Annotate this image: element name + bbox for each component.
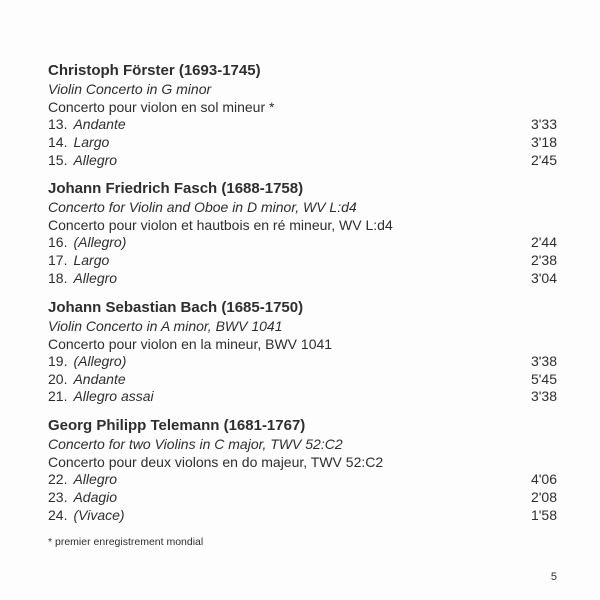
track-duration: 3'04 (530, 269, 557, 286)
track-title: Allegro (73, 151, 118, 168)
track-duration: 4'06 (530, 471, 557, 488)
work-title-french: Concerto pour violon en la mineur, BWV 1041 (48, 335, 333, 352)
composer-name: Georg Philipp Telemann (1681-1767) (48, 417, 306, 435)
track-title: Adagio (73, 488, 118, 505)
track-row (48, 234, 557, 252)
track-duration: 3'38 (530, 352, 557, 369)
track-duration: 2'44 (530, 234, 557, 251)
page-number: 5 (550, 571, 557, 583)
track-row (48, 116, 557, 134)
track-duration: 3'18 (530, 133, 557, 150)
work-title-french: Concerto pour deux violons en do majeur, TWV 52:C2 (48, 454, 384, 471)
track-number: 18. (48, 269, 68, 286)
track-row (48, 152, 557, 170)
track-title: Allegro (73, 471, 118, 488)
work-section (48, 180, 557, 287)
work-title-french: Concerto pour violon en sol mineur * (48, 99, 275, 115)
track-number: 13. (48, 116, 68, 132)
track-number: 22. (48, 471, 68, 488)
track-number: 20. (48, 370, 68, 387)
track-title: Allegro assai (73, 388, 154, 405)
work-title-english: Violin Concerto in G minor (48, 81, 212, 97)
track-number: 21. (48, 388, 68, 405)
track-number: 23. (48, 488, 68, 505)
track-duration: 5'45 (530, 370, 557, 387)
work-title-english: Violin Concerto in A minor, BWV 1041 (48, 317, 283, 334)
track-row (48, 388, 557, 406)
track-duration: 3'38 (530, 388, 557, 405)
work-title-english: Concerto for Violin and Oboe in D minor, WV L:d4 (48, 199, 357, 216)
work-section (48, 417, 557, 524)
composer-name: Johann Friedrich Fasch (1688-1758) (48, 180, 304, 198)
track-title: Largo (73, 133, 110, 150)
track-title: Largo (73, 252, 110, 269)
track-number: 17. (48, 252, 68, 269)
work-section (48, 62, 557, 169)
work-section (48, 299, 557, 406)
footnote: * premier enregistrement mondial (48, 535, 204, 548)
track-list (48, 62, 557, 525)
track-row (48, 471, 557, 489)
composer-name: Christoph Förster (1693-1745) (48, 62, 261, 79)
track-title: (Allegro) (73, 352, 127, 369)
track-row (48, 270, 557, 288)
track-number: 24. (48, 506, 68, 523)
track-title: Andante (73, 370, 126, 387)
track-number: 19. (48, 352, 68, 369)
track-row (48, 353, 557, 371)
track-duration: 2'08 (530, 488, 557, 505)
work-title-french: Concerto pour violon et hautbois en ré mineur, WV L:d4 (48, 217, 393, 234)
work-title-english: Concerto for two Violins in C major, TWV 52:C2 (48, 436, 343, 453)
track-title: (Allegro) (73, 234, 127, 251)
track-duration: 3'33 (530, 116, 557, 132)
track-row (48, 489, 557, 507)
track-duration: 2'38 (530, 252, 557, 269)
track-row (48, 507, 557, 525)
track-row (48, 134, 557, 152)
track-title: Allegro (73, 269, 118, 286)
track-row (48, 252, 557, 270)
composer-name: Johann Sebastian Bach (1685-1750) (48, 298, 304, 316)
track-title: Andante (73, 116, 126, 132)
track-duration: 2'45 (530, 151, 557, 168)
track-number: 14. (48, 133, 68, 150)
track-row (48, 371, 557, 389)
track-number: 16. (48, 234, 68, 251)
track-number: 15. (48, 151, 68, 168)
track-duration: 1'58 (530, 506, 557, 523)
track-title: (Vivace) (73, 506, 125, 523)
